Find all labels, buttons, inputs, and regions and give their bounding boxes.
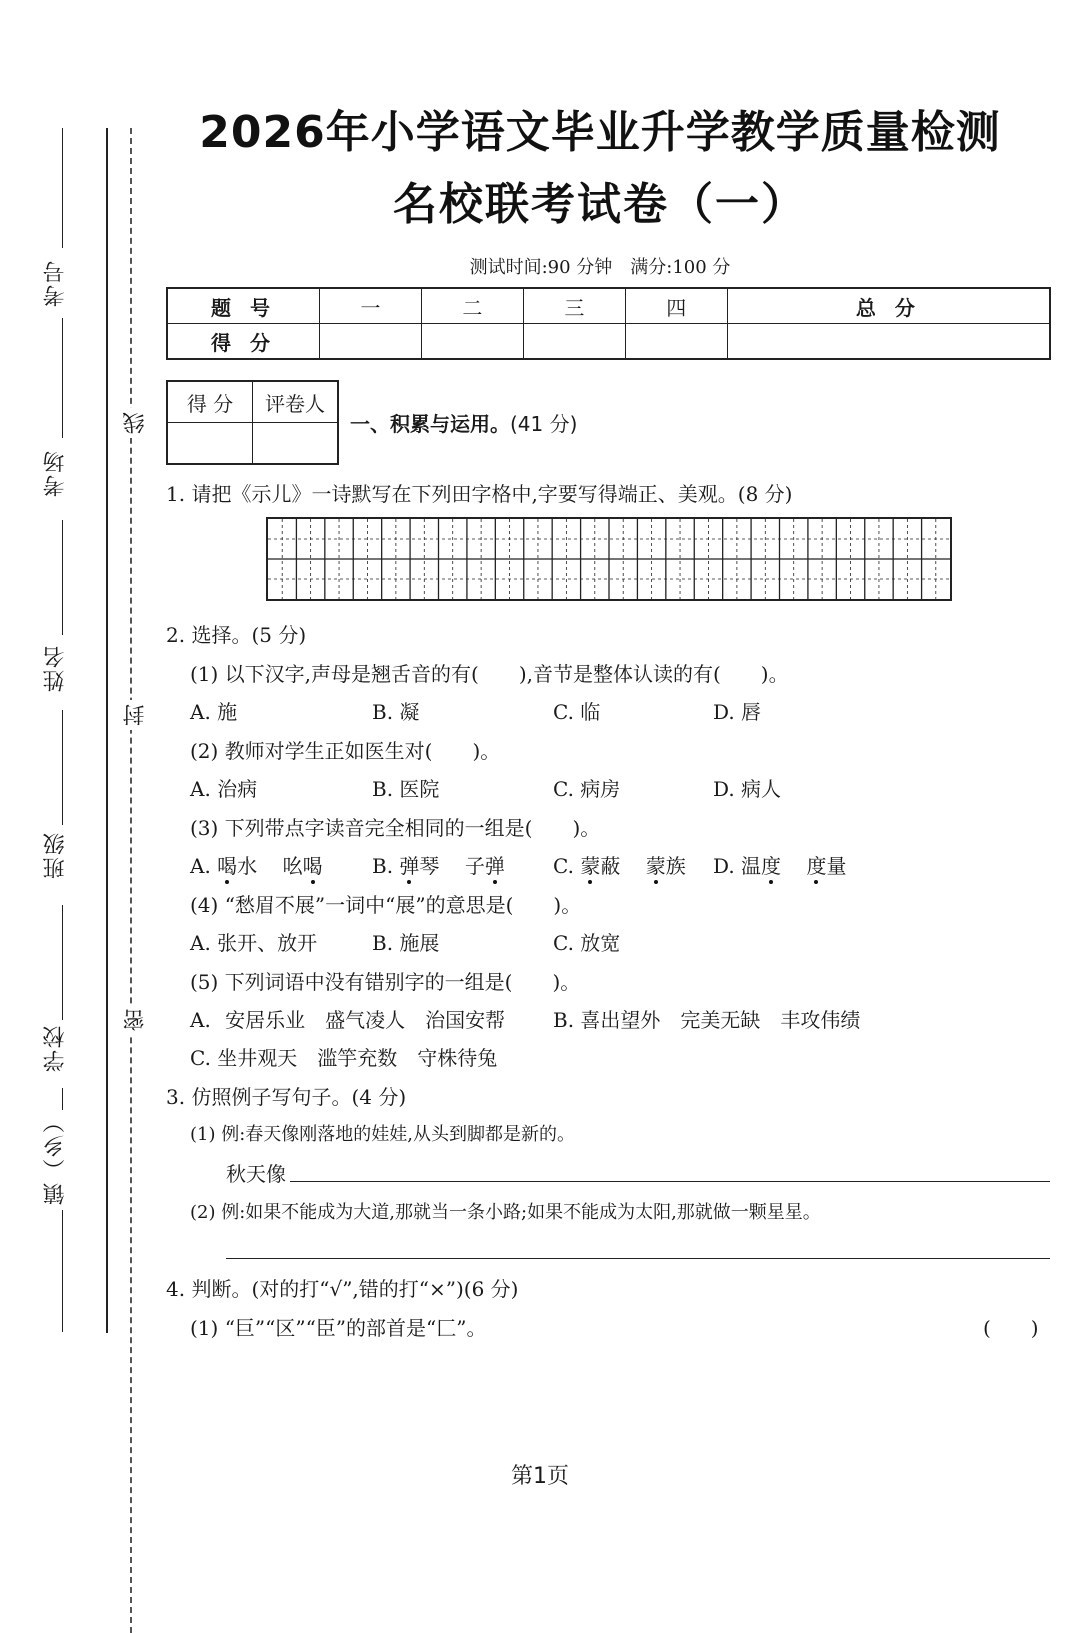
q2-sub1-option-a: A. 施 — [190, 700, 238, 724]
q2-sub5-option-b: B. 喜出望外 完美无缺 丰攻伟绩 — [553, 1008, 861, 1032]
score-table-col: 一 — [320, 288, 422, 324]
seal-label-line: 线 — [120, 408, 144, 438]
option-label: C. — [553, 854, 574, 878]
char: 琴 — [419, 854, 440, 878]
binding-label-school: 学校 — [43, 1024, 68, 1072]
score-cell[interactable] — [320, 324, 422, 360]
q4-sub1-answer-paren[interactable]: ( ) — [983, 1316, 1039, 1340]
section-1-title: 一、积累与运用。 — [350, 412, 510, 436]
dotted-char: 喝 — [217, 854, 238, 878]
binding-rule — [62, 1088, 63, 1110]
q2-sub1: (1) 以下汉字,声母是翘舌音的有( ),音节是整体认读的有( )。 — [190, 662, 789, 686]
binding-rule-bottom — [62, 1210, 63, 1332]
char: 族 — [665, 854, 686, 878]
score-cell[interactable] — [523, 324, 625, 360]
dotted-char: 喝 — [302, 854, 323, 878]
grader-score-label: 得 分 — [167, 381, 253, 423]
option-label: D. — [713, 854, 735, 878]
q2-sub1-option-d: D. 唇 — [713, 700, 762, 724]
q2-sub3-option-d — [713, 850, 846, 879]
tianzige-grid-lines — [268, 519, 950, 599]
char: 量 — [826, 854, 847, 878]
q2-sub2-option-c: C. 病房 — [553, 777, 621, 801]
seal-label-seal: 封 — [120, 700, 144, 730]
question-3: 3. 仿照例子写句子。(4 分) — [166, 1085, 407, 1109]
binding-rule-top — [62, 128, 63, 248]
char: 水 — [237, 854, 258, 878]
grader-table — [166, 380, 339, 465]
score-cell[interactable] — [421, 324, 523, 360]
char: 蔽 — [600, 854, 621, 878]
q2-sub4: (4) “愁眉不展”一词中“展”的意思是( )。 — [190, 893, 582, 917]
section-1-points: (41 分) — [510, 412, 578, 436]
q2-sub1-option-c: C. 临 — [553, 700, 601, 724]
grader-name-label: 评卷人 — [253, 381, 339, 423]
binding-rule — [62, 710, 63, 825]
question-4: 4. 判断。(对的打“√”,错的打“×”)(6 分) — [166, 1277, 519, 1301]
dotted-char: 度 — [806, 854, 827, 878]
seal-dashed-line — [130, 128, 132, 1633]
q2-sub2: (2) 教师对学生正如医生对( )。 — [190, 739, 501, 763]
seal-label-secret: 密 — [120, 1005, 144, 1035]
option-label: B. — [372, 854, 394, 878]
grader-score-cell[interactable] — [167, 423, 253, 465]
score-table-col: 三 — [523, 288, 625, 324]
q2-sub2-option-b: B. 医院 — [372, 777, 440, 801]
grader-name-cell[interactable] — [253, 423, 339, 465]
score-table-total: 总 分 — [727, 288, 1050, 324]
dotted-char: 弹 — [399, 854, 420, 878]
dotted-char: 弹 — [484, 854, 505, 878]
q2-sub4-option-a: A. 张开、放开 — [190, 931, 318, 955]
question-1: 1. 请把《示儿》一诗默写在下列田字格中,字要写得端正、美观。(8 分) — [166, 482, 793, 506]
q2-sub5-option-a: A. 安居乐业 盛气凌人 治国安帮 — [190, 1008, 506, 1032]
q3-sub2: (2) 例:如果不能成为大道,那就当一条小路;如果不能成为太阳,那就做一颗星星。 — [190, 1202, 821, 1223]
score-cell[interactable] — [727, 324, 1050, 360]
q2-sub3-option-b — [372, 850, 505, 879]
dotted-char: 蒙 — [580, 854, 601, 878]
q2-sub3-option-a — [190, 850, 323, 879]
binding-label-township: 镇（乡） — [43, 1109, 68, 1205]
binding-label-class: 班级 — [43, 831, 68, 879]
q2-sub5: (5) 下列词语中没有错别字的一组是( )。 — [190, 970, 581, 994]
q2-sub4-option-c: C. 放宽 — [553, 931, 621, 955]
score-table-col: 四 — [625, 288, 727, 324]
q2-sub4-option-b: B. 施展 — [372, 931, 440, 955]
exam-title-line2: 名校联考试卷（一） — [393, 179, 807, 230]
score-table — [166, 287, 1051, 360]
q2-sub5-option-c: C. 坐井观天 滥竽充数 守株待兔 — [190, 1046, 498, 1070]
q2-sub2-option-a: A. 治病 — [190, 777, 258, 801]
q2-sub1-option-b: B. 凝 — [372, 700, 420, 724]
binding-label-exam-number: 考号 — [43, 259, 68, 307]
q2-sub2-option-d: D. 病人 — [713, 777, 782, 801]
score-cell[interactable] — [625, 324, 727, 360]
exam-meta: 测试时间:90 分钟 满分:100 分 — [469, 257, 731, 278]
score-table-header: 题 号 — [167, 288, 320, 324]
q4-sub1: (1) “巨”“区”“臣”的部首是“匚”。 — [190, 1316, 487, 1340]
score-table-col: 二 — [421, 288, 523, 324]
q3-sub1: (1) 例:春天像刚落地的娃娃,从头到脚都是新的。 — [190, 1124, 576, 1145]
q3-sub1-answer-line[interactable] — [290, 1181, 1050, 1182]
char: 子 — [464, 854, 485, 878]
exam-title-line1: 2026年小学语文毕业升学教学质量检测 — [199, 107, 1001, 158]
char: 温 — [741, 854, 762, 878]
page-number: 第1页 — [511, 1464, 569, 1489]
binding-rule — [62, 318, 63, 438]
score-table-row-label: 得 分 — [167, 324, 320, 360]
dotted-char: 度 — [761, 854, 782, 878]
dotted-char: 蒙 — [645, 854, 666, 878]
option-label: A. — [190, 854, 211, 878]
binding-label-name: 姓名 — [43, 644, 68, 692]
binding-border-line — [106, 128, 108, 1333]
q2-sub3-option-c — [553, 850, 686, 879]
q3-sub2-answer-line[interactable] — [226, 1258, 1050, 1259]
binding-rule — [62, 520, 63, 635]
binding-rule — [62, 905, 63, 1020]
binding-label-exam-room: 考场 — [43, 449, 68, 497]
question-2: 2. 选择。(5 分) — [166, 623, 307, 647]
char: 吆 — [282, 854, 303, 878]
q3-sub1-prompt: 秋天像 — [226, 1162, 286, 1186]
tianzige-grid[interactable] — [266, 517, 952, 601]
section-1-heading — [350, 408, 577, 437]
q2-sub3: (3) 下列带点字读音完全相同的一组是( )。 — [190, 816, 601, 840]
